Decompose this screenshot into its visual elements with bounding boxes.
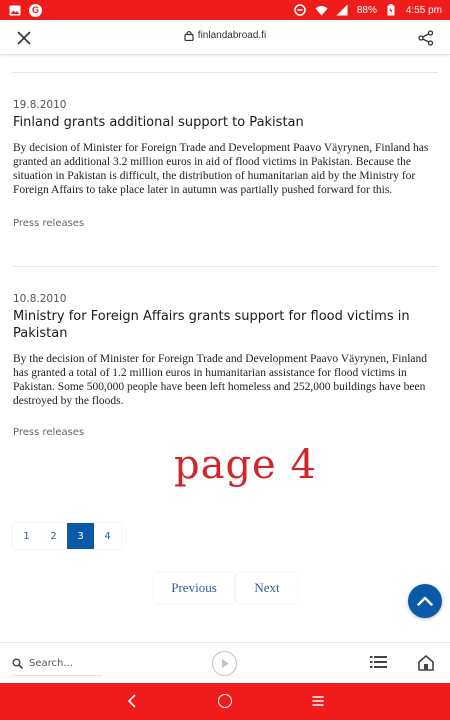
news-date: 10.8.2010 [13,293,67,305]
list-button[interactable] [370,655,388,671]
clock: 4:55 pm [405,4,442,16]
next-button[interactable]: Next [237,573,297,603]
back-icon [125,694,139,708]
google-icon: G [29,4,42,17]
page-link-1[interactable]: 1 [13,523,40,549]
address-bar[interactable] [0,30,450,41]
wifi-icon [315,4,328,17]
news-summary: By the decision of Minister for Foreign Trade and Development Paavo Väyrynen, Finland has granted a total of 1.2 million euros in humanitarian assistance for flood victims in Pakistan. Some 500,000 people have been left homeless and 252,000 buildings have been destroyed by the floods. [13,353,428,407]
recent-apps-icon [311,694,325,708]
image-icon [8,4,21,17]
search-icon [12,658,23,669]
page-link-2[interactable]: 2 [40,523,67,549]
share-button[interactable] [416,28,436,48]
divider [12,72,438,73]
share-icon [418,30,434,46]
divider [12,266,438,267]
search-box[interactable] [12,651,102,675]
scroll-to-top-button[interactable] [408,584,442,618]
chevron-up-icon [417,596,433,606]
browser-toolbar [0,20,450,55]
pagination [13,523,121,549]
bottom-toolbar [0,642,450,683]
play-icon [220,658,230,669]
search-placeholder: Search... [29,657,73,669]
play-button[interactable] [212,651,237,676]
page-link-3-current[interactable]: 3 [67,523,94,549]
news-item [13,99,433,229]
url-text: finlandabroad.fi [197,30,267,41]
news-date: 19.8.2010 [13,99,67,111]
lock-icon [184,30,194,41]
news-summary: By decision of Minister for Foreign Trade and Development Paavo Väyrynen, Finland has granted an additional 3.2 million euros in aid of flood victims in Pakistan. Because the situation in Pakistan is difficult, the distribution of humanitarian aid by the Ministry for Foreign Affairs to take place later in autumn was partially pushed forward for this. [13,142,429,196]
signal-icon [336,4,349,17]
previous-button[interactable]: Previous [154,573,234,603]
news-category-link[interactable]: Press releases [13,218,85,229]
news-category-link[interactable]: Press releases [13,427,85,438]
page-link-4[interactable]: 4 [94,523,121,549]
news-title-link[interactable]: Finland grants additional support to Pakistan [13,115,304,130]
battery-percent: 88% [356,4,377,16]
data-saver-icon [294,4,307,17]
recent-apps-button[interactable] [311,694,325,708]
system-navigation-bar [0,683,450,720]
list-icon [370,655,388,669]
back-button[interactable] [125,694,139,708]
battery-icon [385,4,398,17]
home-button[interactable] [417,654,435,672]
page-number-overlay: page 4 [174,442,317,488]
news-item [13,293,433,438]
home-circle-icon[interactable] [218,694,232,708]
news-title-link[interactable]: Ministry for Foreign Affairs grants support for flood victims in Pakistan [13,309,410,341]
status-bar [0,0,450,20]
home-icon [417,654,435,672]
